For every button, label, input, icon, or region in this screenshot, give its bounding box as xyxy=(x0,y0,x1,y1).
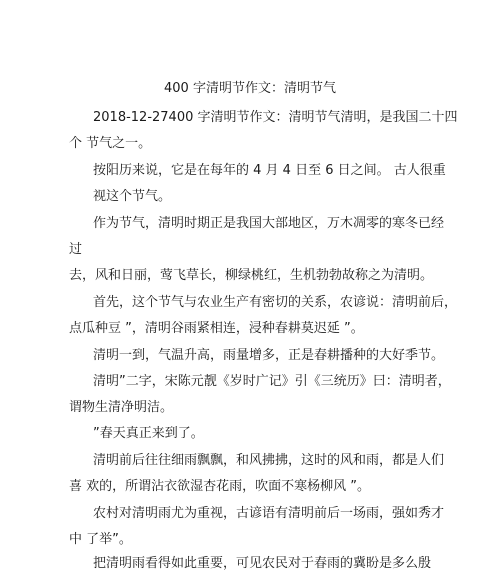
paragraph-line: ”春天真正来到了。 xyxy=(93,426,204,441)
paragraph-line: 谓物生清净明洁。 xyxy=(69,400,174,415)
paragraph-line: 首先，这个节气与农业生产有密切的关系，农谚说：清明前后， xyxy=(93,295,458,310)
paragraph-line: 清明前后往往细雨飘飘，和风拂拂，这时的风和雨，都是人们 xyxy=(93,453,445,468)
paragraph-line: 2018-12-27400 字清明节作文：清明节气清明，是我国二十四 xyxy=(93,110,458,125)
paragraph-line: 视这个节气。 xyxy=(93,189,172,204)
paragraph-line: 中 了举”。 xyxy=(69,532,132,547)
document-title: 400 字清明节作文：清明节气 xyxy=(164,81,336,96)
paragraph-line: 作为节气，清明时期正是我国大部地区，万木凋零的寒冬已经 xyxy=(93,216,445,231)
paragraph-line: 按阳历来说，它是在每年的 4 月 4 日至 6 日之间。 古人很重 xyxy=(93,163,446,178)
paragraph-line: 喜 欢的，所谓沾衣欲湿杏花雨，吹面不寒杨柳风 ”。 xyxy=(69,479,370,494)
paragraph-line: 个 节气之一。 xyxy=(69,136,152,151)
paragraph-line: 清明”二字，宋陈元靓《岁时广记》引《三统历》曰：清明者， xyxy=(93,374,451,389)
paragraph-line: 点瓜种豆 ”，清明谷雨紧相连，浸种春耕莫迟延 ”。 xyxy=(69,321,364,336)
paragraph-line: 去，风和日丽，莺飞草长，柳绿桃红，生机勃勃故称之为清明。 xyxy=(69,268,434,283)
paragraph-line: 把清明雨看得如此重要，可见农民对于春雨的冀盼是多么殷 xyxy=(93,556,432,571)
paragraph-line: 清明一到，气温升高，雨量增多，正是春耕播种的大好季节。 xyxy=(93,348,445,363)
paragraph-line: 过 xyxy=(69,242,83,257)
paragraph-line: 农村对清明雨尤为重视，古谚语有清明前后一场雨，强如秀才 xyxy=(93,506,445,521)
